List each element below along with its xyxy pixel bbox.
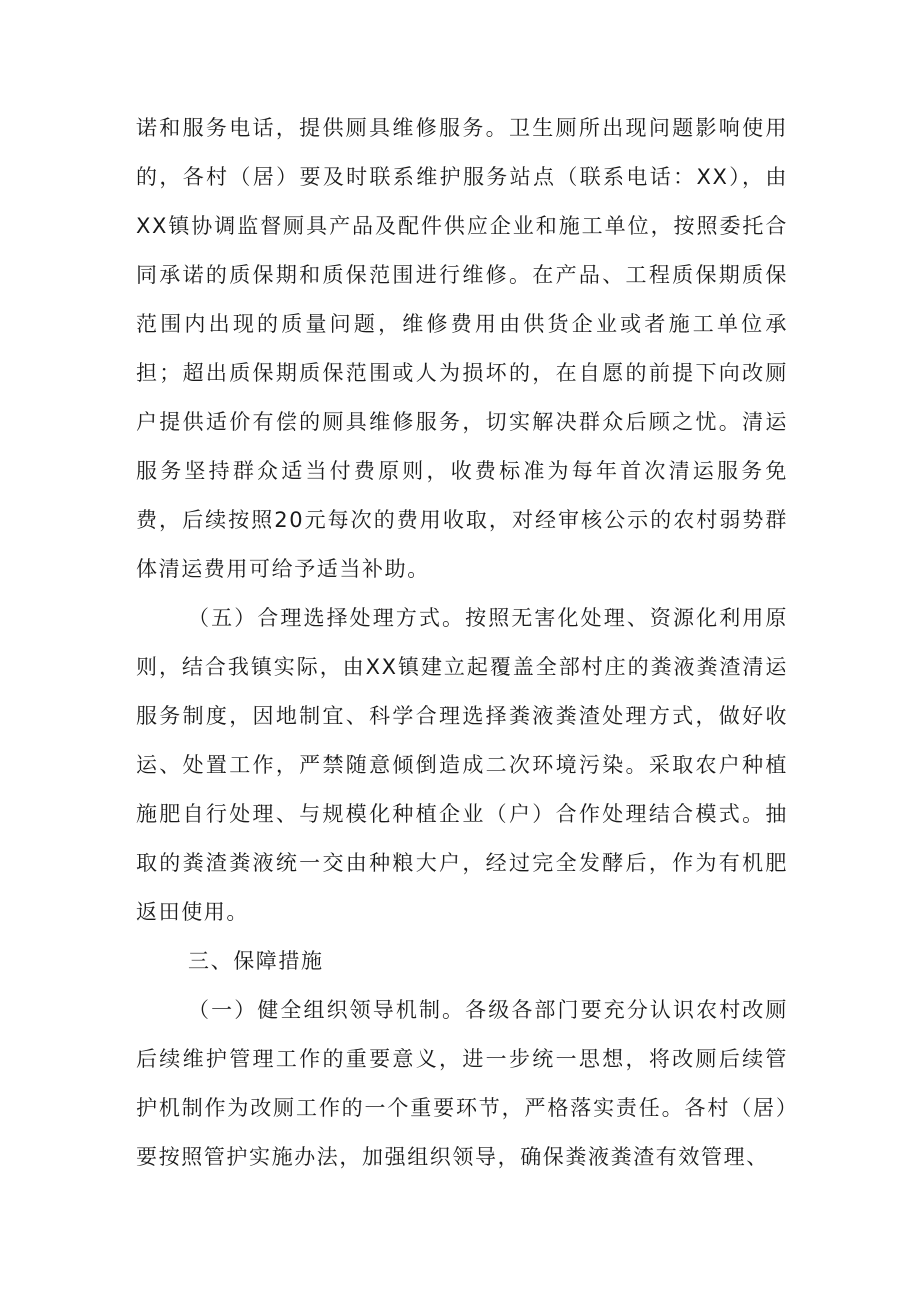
document-body	[136, 104, 788, 1182]
paragraph-organization-leadership: （一）健全组织领导机制。各级各部门要充分认识农村改厕后续维护管理工作的重要意义，进一步统一思想，将改厕后续管护机制作为改厕工作的一个重要环节，严格落实责任。各村（居）要按照管护实施办法，加强组织领导，确保粪液粪渣有效管理、	[136, 998, 788, 1169]
paragraph-treatment-method: （五）合理选择处理方式。按照无害化处理、资源化利用原则，结合我镇实际，由XX镇建立起覆盖全部村庄的粪液粪渣清运服务制度，因地制宜、科学合理选择粪液粪渣处理方式，做好收运、处置工作，严禁随意倾倒造成二次环境污染。采取农户种植施肥自行处理、与规模化种植企业（户）合作处理结合模式。抽取的粪渣粪液统一交由种粮大户，经过完全发酵后，作为有机肥返田使用。	[136, 606, 788, 924]
paragraph-maintenance-service: 诺和服务电话，提供厕具维修服务。卫生厕所出现问题影响使用的，各村（居）要及时联系维护服务站点（联系电话：XX），由XX镇协调监督厕具产品及配件供应企业和施工单位，按照委托合同承诺的质保期和质保范围进行维修。在产品、工程质保期质保范围内出现的质量问题，维修费用由供货企业或者施工单位承担；超出质保期质保范围或人为损坏的，在自愿的前提下向改厕户提供适价有偿的厕具维修服务，切实解决群众后顾之忧。清运服务坚持群众适当付费原则，收费标准为每年首次清运服务免费，后续按照20元每次的费用收取，对经审核公示的农村弱势群体清运费用可给予适当补助。	[136, 116, 788, 581]
section-heading-safeguards: 三、保障措施	[188, 949, 324, 973]
